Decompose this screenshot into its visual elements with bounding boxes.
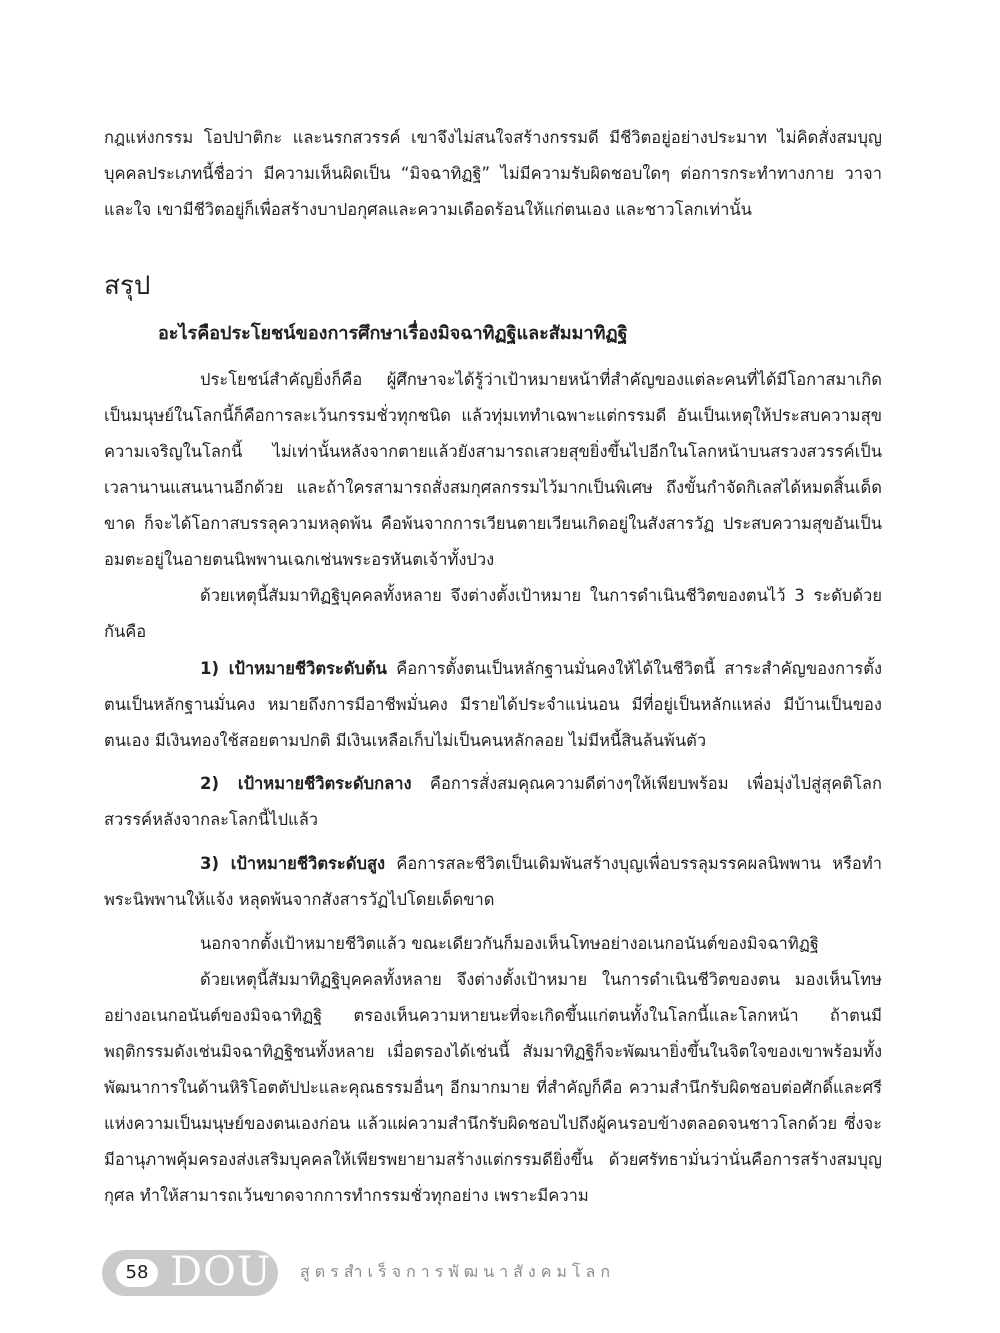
book-title: สูตรสำเร็จการพัฒนาสังคมโลก [300, 1262, 616, 1281]
section-heading: สรุป [104, 271, 151, 301]
goal-2-paragraph [104, 766, 882, 838]
dou-logo: DOU [170, 1249, 272, 1295]
goals-intro-paragraph: ด้วยเหตุนี้สัมมาทิฏฐิบุคคลทั้งหลาย จึงต่างตั้งเป้าหมาย ในการดำเนินชีวิตของตนไว้ 3 ระดับด้วยกันคือ [104, 586, 882, 641]
harm-paragraph: นอกจากตั้งเป้าหมายชีวิตแล้ว ขณะเดียวกันก็มองเห็นโทษอย่างอเนกอนันต์ของมิจฉาทิฏฐิ [200, 934, 819, 953]
goal-1-text: คือการตั้งตนเป็นหลักฐานมั่นคงให้ได้ในชีวิตนี้ สาระสำคัญของการตั้งตนเป็นหลักฐานมั่นคง หมายถึงการมีอาชีพมั่นคง มีรายได้ประจำแน่นอน มีที่อยู่เป็นหลักแหล่ง มีบ้านเป็นของตนเอง มีเงินทองใช้สอยตามปกติ มีเงินเหลือเก็บไม่เป็นคนหลักลอย ไม่มีหนี้สินล้นพ้นตัว [104, 659, 883, 750]
goal-3-text: คือการสละชีวิตเป็นเดิมพันสร้างบุญเพื่อบรรลุมรรคผลนิพพาน หรือทำพระนิพพานให้แจ้ง หลุดพ้นจากสังสารวัฏไปโดยเด็ดขาด [104, 854, 882, 909]
goal-1-label: 1) เป้าหมายชีวิตระดับต้น [200, 659, 387, 678]
intro-paragraph: กฎแห่งกรรม โอปปาติกะ และนรกสวรรค์ เขาจึงไม่สนใจสร้างกรรมดี มีชีวิตอยู่อย่างประมาท ไม่คิดสั่งสมบุญ บุคคลประเภทนี้ชื่อว่า มีความเห็นผิดเป็น “มิจฉาทิฏฐิ” ไม่มีความรับผิดชอบใดๆ ต่อการกระทำทางกาย วาจา และใจ เขามีชีวิตอยู่ก็เพื่อสร้างบาปอกุศลและความเดือดร้อนให้แก่ตนเอง และชาวโลกเท่านั้น [104, 128, 882, 219]
goal-2-text: คือการสั่งสมคุณความดีต่างๆให้เพียบพร้อม เพื่อมุ่งไปสู่สุคติโลกสวรรค์หลังจากละโลกนี้ไปแล้ว [104, 774, 882, 829]
section-subheading: อะไรคือประโยชน์ของการศึกษาเรื่องมิจฉาทิฏฐิและสัมมาทิฏฐิ [158, 323, 628, 344]
goal-3-paragraph [104, 846, 882, 918]
benefit-paragraph: ประโยชน์สำคัญยิ่งก็คือ ผู้ศึกษาจะได้รู้ว่าเป้าหมายหน้าที่สำคัญของแต่ละคนที่ได้มีโอกาสมาเกิดเป็นมนุษย์ในโลกนี้ก็คือการละเว้นกรรมชั่วทุกชนิด แล้วทุ่มเททำเฉพาะแต่กรรมดี อันเป็นเหตุให้ประสบความสุขความเจริญในโลกนี้ ไม่เท่านั้นหลังจากตายแล้วยังสามารถเสวยสุขยิ่งขึ้นไปอีกในโลกหน้าบนสรวงสวรรค์เป็นเวลานานแสนนานอีกด้วย และถ้าใครสามารถสั่งสมกุศลกรรมไว้มากเป็นพิเศษ ถึงขั้นกำจัดกิเลสได้หมดสิ้นเด็ดขาด ก็จะได้โอกาสบรรลุความหลุดพ้น คือพ้นจากการเวียนตายเวียนเกิดอยู่ในสังสารวัฏ ประสบความสุขอันเป็นอมตะอยู่ในอายตนนิพพานเฉกเช่นพระอรหันตเจ้าทั้งปวง [104, 370, 882, 569]
conclusion-paragraph: ด้วยเหตุนี้สัมมาทิฏฐิบุคคลทั้งหลาย จึงต่างตั้งเป้าหมาย ในการดำเนินชีวิตของตน มองเห็นโทษอย่างอเนกอนันต์ของมิจฉาทิฏฐิ ตรองเห็นความหายนะที่จะเกิดขึ้นแก่ตนทั้งในโลกนี้และโลกหน้า ถ้าตนมีพฤติกรรมดังเช่นมิจฉาทิฏฐิชนทั้งหลาย เมื่อตรองได้เช่นนี้ สัมมาทิฏฐิก็จะพัฒนายิ่งขึ้นในจิตใจของเขาพร้อมทั้งพัฒนาการในด้านหิริโอตตัปปะและคุณธรรมอื่นๆ อีกมากมาย ที่สำคัญก็คือ ความสำนึกรับผิดชอบต่อศักดิ์และศรีแห่งความเป็นมนุษย์ของตนเองก่อน แล้วแผ่ความสำนึกรับผิดชอบไปถึงผู้คนรอบข้างตลอดจนชาวโลกด้วย ซึ่งจะมีอานุภาพคุ้มครองส่งเสริมบุคคลให้เพียรพยายามสร้างแต่กรรมดียิ่งขึ้น ด้วยศรัทธามั่นว่านั่นคือการสร้างสมบุญกุศล ทำให้สามารถเว้นขาดจากการทำกรรมชั่วทุกอย่าง เพราะมีความ [104, 970, 882, 1205]
goal-3-label: 3) เป้าหมายชีวิตระดับสูง [200, 854, 386, 873]
page-number: 58 [116, 1259, 158, 1287]
goal-2-label: 2) เป้าหมายชีวิตระดับกลาง [200, 774, 412, 793]
goal-1-paragraph [104, 651, 882, 759]
